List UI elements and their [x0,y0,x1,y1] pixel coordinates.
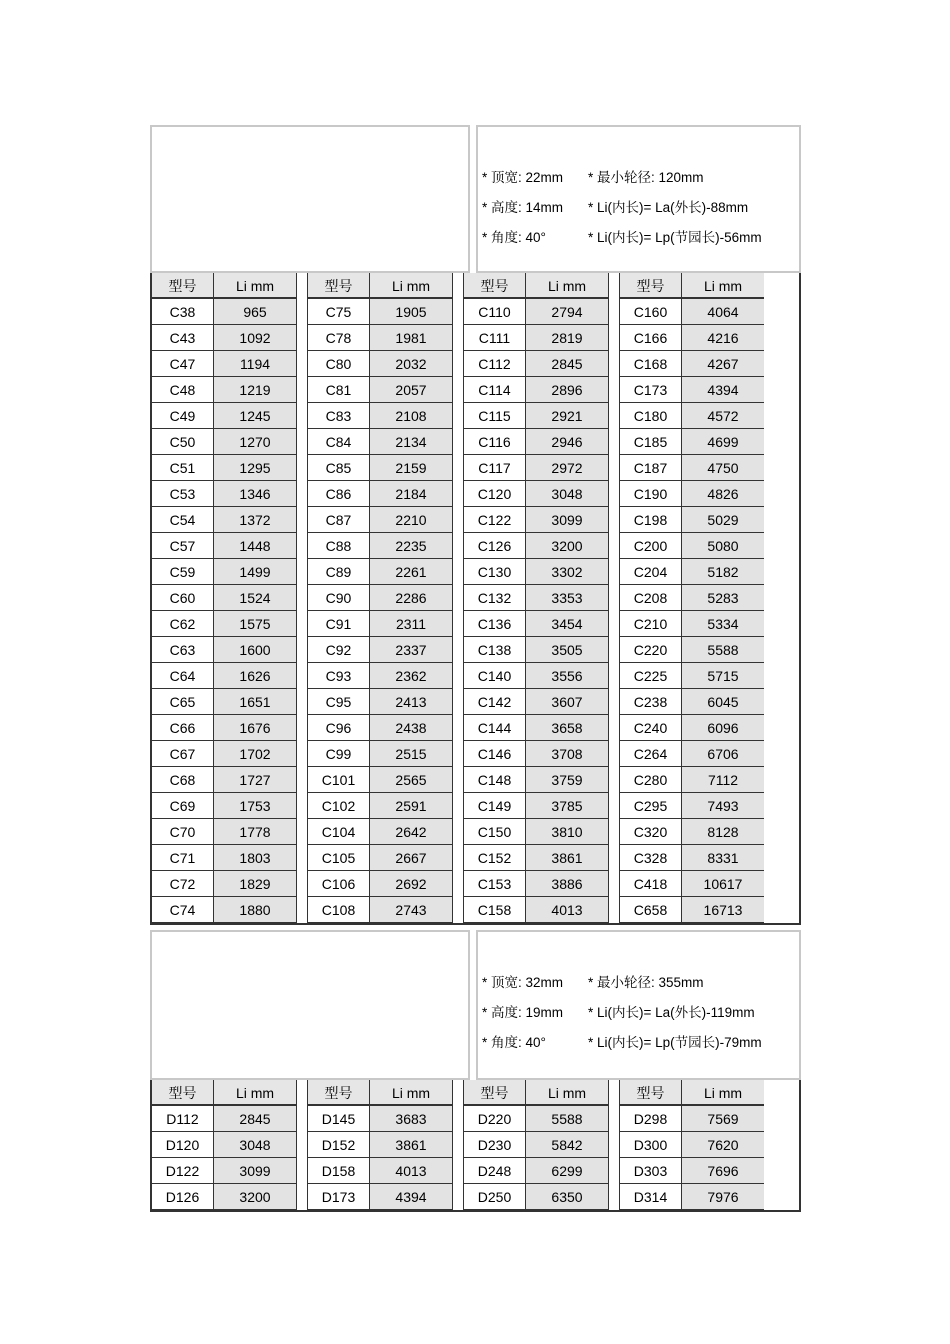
li-cell: 1448 [214,533,296,559]
li-header: Li mm [682,273,764,299]
model-column [620,1080,681,1210]
li-cell: 4267 [682,351,764,377]
model-column [464,1080,525,1210]
li-header: Li mm [526,1080,608,1106]
model-cell: C126 [464,533,525,559]
li-cell: 1245 [214,403,296,429]
model-cell: C63 [152,637,213,663]
model-cell: D250 [464,1184,525,1210]
li-cell: 2235 [370,533,452,559]
model-cell: C90 [308,585,369,611]
li-cell: 965 [214,299,296,325]
li-cell: 2286 [370,585,452,611]
model-cell: C148 [464,767,525,793]
model-cell: C108 [308,897,369,923]
li-cell: 7696 [682,1158,764,1184]
model-cell: C96 [308,715,369,741]
li-cell: 3099 [214,1158,296,1184]
model-cell: C120 [464,481,525,507]
model-cell: C152 [464,845,525,871]
li-header: Li mm [214,273,296,299]
model-cell: C185 [620,429,681,455]
column-gap [608,273,620,923]
li-cell: 1727 [214,767,296,793]
li-cell: 3048 [214,1132,296,1158]
model-cell: C91 [308,611,369,637]
spec-row [482,193,762,223]
model-cell: D120 [152,1132,213,1158]
model-cell: C74 [152,897,213,923]
li-cell: 3556 [526,663,608,689]
li-cell: 1702 [214,741,296,767]
li-header: Li mm [370,1080,452,1106]
li-cell: 5080 [682,533,764,559]
li-cell: 7493 [682,793,764,819]
column-group [152,273,296,923]
model-cell: C64 [152,663,213,689]
model-cell: C187 [620,455,681,481]
spec-row [482,1028,762,1058]
model-cell: C132 [464,585,525,611]
li-cell: 1651 [214,689,296,715]
li-cell: 4064 [682,299,764,325]
column-gap [452,273,464,923]
model-cell: C85 [308,455,369,481]
column-gap [296,273,308,923]
model-cell: C115 [464,403,525,429]
li-cell: 2337 [370,637,452,663]
li-cell: 3886 [526,871,608,897]
column-gap [608,1080,620,1210]
li-cell: 2794 [526,299,608,325]
d-spec-panel [476,930,801,1080]
angle: * 角度: 40° [482,230,546,245]
li-header: Li mm [370,273,452,299]
li-cell: 5334 [682,611,764,637]
li-cell: 2032 [370,351,452,377]
model-header: 型号 [152,273,213,299]
model-cell: C180 [620,403,681,429]
angle: * 角度: 40° [482,1035,546,1050]
model-cell: D173 [308,1184,369,1210]
li-cell: 3454 [526,611,608,637]
model-cell: D122 [152,1158,213,1184]
model-cell: C84 [308,429,369,455]
model-cell: C150 [464,819,525,845]
top-width: * 顶宽: 32mm [482,975,564,990]
model-cell: C88 [308,533,369,559]
model-cell: D152 [308,1132,369,1158]
min-pulley-diameter: * 最小轮径: 355mm [588,975,704,990]
column-gap [296,1080,308,1210]
model-cell: C204 [620,559,681,585]
li-cell: 2845 [526,351,608,377]
li-cell: 3099 [526,507,608,533]
model-cell: D220 [464,1106,525,1132]
li-cell: 2134 [370,429,452,455]
model-cell: D314 [620,1184,681,1210]
model-cell: C62 [152,611,213,637]
column-group [620,273,764,923]
model-cell: C105 [308,845,369,871]
model-header: 型号 [620,1080,681,1106]
model-cell: C190 [620,481,681,507]
li-cell: 6350 [526,1184,608,1210]
li-cell: 1295 [214,455,296,481]
model-cell: C198 [620,507,681,533]
model-cell: C220 [620,637,681,663]
c-spec-panel [476,125,801,273]
model-cell: C60 [152,585,213,611]
d-image-placeholder [150,930,470,1080]
model-cell: C92 [308,637,369,663]
model-cell: C38 [152,299,213,325]
li-cell: 1981 [370,325,452,351]
model-cell: C149 [464,793,525,819]
li-cell: 7112 [682,767,764,793]
li-cell: 4750 [682,455,764,481]
model-cell: C67 [152,741,213,767]
model-cell: C200 [620,533,681,559]
model-cell: C240 [620,715,681,741]
li-cell: 5588 [526,1106,608,1132]
li-lp-formula: * Li(内长)= Lp(节园长)-79mm [588,1035,762,1050]
column-group [308,1080,452,1210]
c-image-placeholder [150,125,470,273]
li-cell: 2743 [370,897,452,923]
li-cell: 4699 [682,429,764,455]
c-belt-section [150,125,801,925]
model-cell: C658 [620,897,681,923]
li-cell: 2159 [370,455,452,481]
model-cell: C173 [620,377,681,403]
model-cell: C66 [152,715,213,741]
li-cell: 4394 [370,1184,452,1210]
model-cell: C75 [308,299,369,325]
li-cell: 2921 [526,403,608,429]
model-cell: C89 [308,559,369,585]
li-cell: 2591 [370,793,452,819]
model-cell: C101 [308,767,369,793]
li-cell: 2438 [370,715,452,741]
li-column [369,273,452,923]
li-cell: 4572 [682,403,764,429]
li-cell: 4394 [682,377,764,403]
li-cell: 3505 [526,637,608,663]
li-cell: 1194 [214,351,296,377]
model-cell: D298 [620,1106,681,1132]
li-cell: 7620 [682,1132,764,1158]
li-cell: 2667 [370,845,452,871]
model-cell: C208 [620,585,681,611]
li-cell: 6299 [526,1158,608,1184]
model-cell: C53 [152,481,213,507]
li-cell: 3658 [526,715,608,741]
model-header: 型号 [152,1080,213,1106]
li-cell: 1092 [214,325,296,351]
model-cell: C328 [620,845,681,871]
spec-row [482,998,762,1028]
model-cell: C83 [308,403,369,429]
model-cell: C418 [620,871,681,897]
model-cell: C144 [464,715,525,741]
model-cell: C43 [152,325,213,351]
model-cell: C136 [464,611,525,637]
spec-row [482,163,762,193]
model-cell: C68 [152,767,213,793]
li-cell: 2311 [370,611,452,637]
model-cell: C47 [152,351,213,377]
li-cell: 1524 [214,585,296,611]
li-header: Li mm [526,273,608,299]
li-cell: 3302 [526,559,608,585]
model-header: 型号 [464,273,525,299]
li-cell: 2946 [526,429,608,455]
column-group [308,273,452,923]
min-pulley-diameter: * 最小轮径: 120mm [588,170,704,185]
model-cell: C72 [152,871,213,897]
model-cell: C57 [152,533,213,559]
model-column [152,1080,213,1210]
li-column [213,1080,296,1210]
model-cell: C112 [464,351,525,377]
li-cell: 3607 [526,689,608,715]
li-cell: 1575 [214,611,296,637]
li-cell: 8331 [682,845,764,871]
model-cell: C168 [620,351,681,377]
model-cell: C70 [152,819,213,845]
model-cell: D158 [308,1158,369,1184]
li-cell: 1829 [214,871,296,897]
d-belt-section [150,930,801,1212]
li-cell: 5182 [682,559,764,585]
column-group [152,1080,296,1210]
model-cell: C102 [308,793,369,819]
model-cell: C104 [308,819,369,845]
model-header: 型号 [620,273,681,299]
c-section-header [150,125,801,273]
model-cell: C138 [464,637,525,663]
li-cell: 3200 [214,1184,296,1210]
model-cell: C264 [620,741,681,767]
li-cell: 3353 [526,585,608,611]
li-cell: 7569 [682,1106,764,1132]
li-cell: 5283 [682,585,764,611]
li-cell: 2515 [370,741,452,767]
model-column [152,273,213,923]
model-cell: C280 [620,767,681,793]
li-column [681,273,764,923]
li-cell: 5715 [682,663,764,689]
model-cell: D126 [152,1184,213,1210]
model-cell: C130 [464,559,525,585]
model-cell: C117 [464,455,525,481]
column-group [464,1080,608,1210]
li-cell: 5588 [682,637,764,663]
li-cell: 5842 [526,1132,608,1158]
li-cell: 2972 [526,455,608,481]
li-cell: 6096 [682,715,764,741]
li-cell: 2362 [370,663,452,689]
model-header: 型号 [308,273,369,299]
li-cell: 10617 [682,871,764,897]
model-column [620,273,681,923]
li-cell: 3861 [370,1132,452,1158]
top-width: * 顶宽: 22mm [482,170,564,185]
height: * 高度: 19mm [482,1005,564,1020]
model-column [308,1080,369,1210]
li-cell: 3708 [526,741,608,767]
li-cell: 1676 [214,715,296,741]
li-cell: 2642 [370,819,452,845]
li-cell: 16713 [682,897,764,923]
d-belt-table [150,1080,801,1212]
d-section-header [150,930,801,1080]
model-cell: C93 [308,663,369,689]
li-column [525,273,608,923]
model-cell: C153 [464,871,525,897]
model-cell: C65 [152,689,213,715]
li-column [525,1080,608,1210]
li-la-formula: * Li(内长)= La(外长)-88mm [588,200,749,215]
model-cell: D230 [464,1132,525,1158]
li-cell: 3785 [526,793,608,819]
li-cell: 2108 [370,403,452,429]
li-cell: 7976 [682,1184,764,1210]
model-cell: C81 [308,377,369,403]
li-cell: 2261 [370,559,452,585]
li-cell: 2819 [526,325,608,351]
li-cell: 4013 [370,1158,452,1184]
column-gap [452,1080,464,1210]
model-cell: C80 [308,351,369,377]
model-cell: C295 [620,793,681,819]
model-cell: C238 [620,689,681,715]
li-cell: 2692 [370,871,452,897]
li-cell: 1626 [214,663,296,689]
li-la-formula: * Li(内长)= La(外长)-119mm [588,1005,755,1020]
spec-row [482,968,762,998]
spec-row [482,223,762,253]
li-cell: 1372 [214,507,296,533]
model-cell: C225 [620,663,681,689]
model-cell: C59 [152,559,213,585]
model-cell: D300 [620,1132,681,1158]
model-cell: C116 [464,429,525,455]
li-cell: 2845 [214,1106,296,1132]
model-cell: C71 [152,845,213,871]
li-column [369,1080,452,1210]
model-cell: C166 [620,325,681,351]
li-cell: 3683 [370,1106,452,1132]
model-cell: C320 [620,819,681,845]
model-cell: C50 [152,429,213,455]
li-header: Li mm [682,1080,764,1106]
model-cell: C158 [464,897,525,923]
li-cell: 3810 [526,819,608,845]
model-cell: D112 [152,1106,213,1132]
li-cell: 1346 [214,481,296,507]
model-cell: D248 [464,1158,525,1184]
model-cell: C122 [464,507,525,533]
li-cell: 1905 [370,299,452,325]
li-cell: 6706 [682,741,764,767]
li-cell: 2184 [370,481,452,507]
model-cell: C99 [308,741,369,767]
model-cell: C142 [464,689,525,715]
li-cell: 2057 [370,377,452,403]
model-cell: C69 [152,793,213,819]
li-column [681,1080,764,1210]
model-cell: C106 [308,871,369,897]
model-cell: C140 [464,663,525,689]
li-cell: 1803 [214,845,296,871]
model-column [308,273,369,923]
model-cell: D303 [620,1158,681,1184]
li-cell: 2896 [526,377,608,403]
li-cell: 1499 [214,559,296,585]
column-group [620,1080,764,1210]
model-cell: C114 [464,377,525,403]
model-header: 型号 [308,1080,369,1106]
model-cell: C160 [620,299,681,325]
column-group [464,273,608,923]
li-cell: 3861 [526,845,608,871]
li-cell: 3759 [526,767,608,793]
model-cell: C111 [464,325,525,351]
li-cell: 4013 [526,897,608,923]
li-cell: 2565 [370,767,452,793]
li-cell: 1600 [214,637,296,663]
model-cell: C146 [464,741,525,767]
li-cell: 1270 [214,429,296,455]
c-belt-table [150,273,801,925]
model-cell: D145 [308,1106,369,1132]
li-cell: 2210 [370,507,452,533]
model-cell: C51 [152,455,213,481]
li-column [213,273,296,923]
li-cell: 2413 [370,689,452,715]
li-lp-formula: * Li(内长)= Lp(节园长)-56mm [588,230,762,245]
model-cell: C95 [308,689,369,715]
model-cell: C110 [464,299,525,325]
li-cell: 5029 [682,507,764,533]
li-cell: 3048 [526,481,608,507]
li-cell: 4826 [682,481,764,507]
li-cell: 3200 [526,533,608,559]
model-cell: C210 [620,611,681,637]
height: * 高度: 14mm [482,200,564,215]
model-cell: C86 [308,481,369,507]
model-cell: C49 [152,403,213,429]
li-cell: 6045 [682,689,764,715]
model-cell: C48 [152,377,213,403]
li-header: Li mm [214,1080,296,1106]
li-cell: 1753 [214,793,296,819]
model-cell: C87 [308,507,369,533]
li-cell: 1880 [214,897,296,923]
model-column [464,273,525,923]
model-cell: C78 [308,325,369,351]
li-cell: 1219 [214,377,296,403]
li-cell: 8128 [682,819,764,845]
li-cell: 1778 [214,819,296,845]
model-header: 型号 [464,1080,525,1106]
li-cell: 4216 [682,325,764,351]
model-cell: C54 [152,507,213,533]
